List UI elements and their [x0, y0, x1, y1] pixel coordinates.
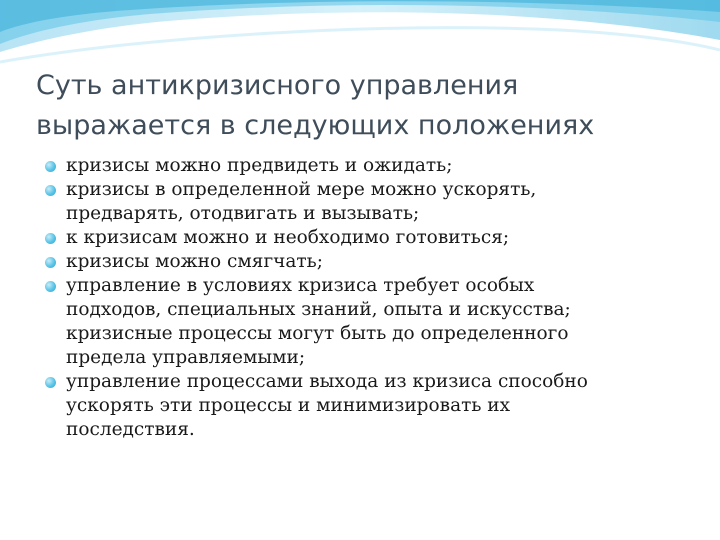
list-item: [44, 250, 704, 274]
bullet-list: [44, 154, 704, 442]
bullet-text: кризисы можно смягчать;: [66, 251, 323, 272]
bullet-text: к кризисам можно и необходимо готовиться;: [66, 227, 510, 248]
bullet-dot-icon: [45, 161, 56, 172]
bullet-text: кризисы в определенной мере можно ускорять, предварять, отодвигать и вызывать;: [66, 179, 537, 224]
bullet-dot-icon: [45, 257, 56, 268]
list-item: [44, 226, 704, 250]
bullet-text: управление процессами выхода из кризиса способно ускорять эти процессы и минимизировать их последствия.: [66, 371, 588, 440]
slide-title: Суть антикризисного управления выражается в следующих положениях: [36, 70, 595, 141]
bullet-dot-icon: [45, 377, 56, 388]
list-item: [44, 154, 704, 178]
list-item: [44, 274, 704, 370]
bullet-text: управление в условиях кризиса требует особых подходов, специальных знаний, опыта и искусства; кризисные процессы могут быть до определенного предела управляемыми;: [66, 275, 571, 368]
bullet-text: кризисы можно предвидеть и ожидать;: [66, 155, 453, 176]
bullet-dot-icon: [45, 233, 56, 244]
list-item: [44, 370, 704, 442]
bullet-dot-icon: [45, 185, 56, 196]
list-item: [44, 178, 704, 226]
wave-highlight: [0, 28, 720, 62]
bullet-dot-icon: [45, 281, 56, 292]
